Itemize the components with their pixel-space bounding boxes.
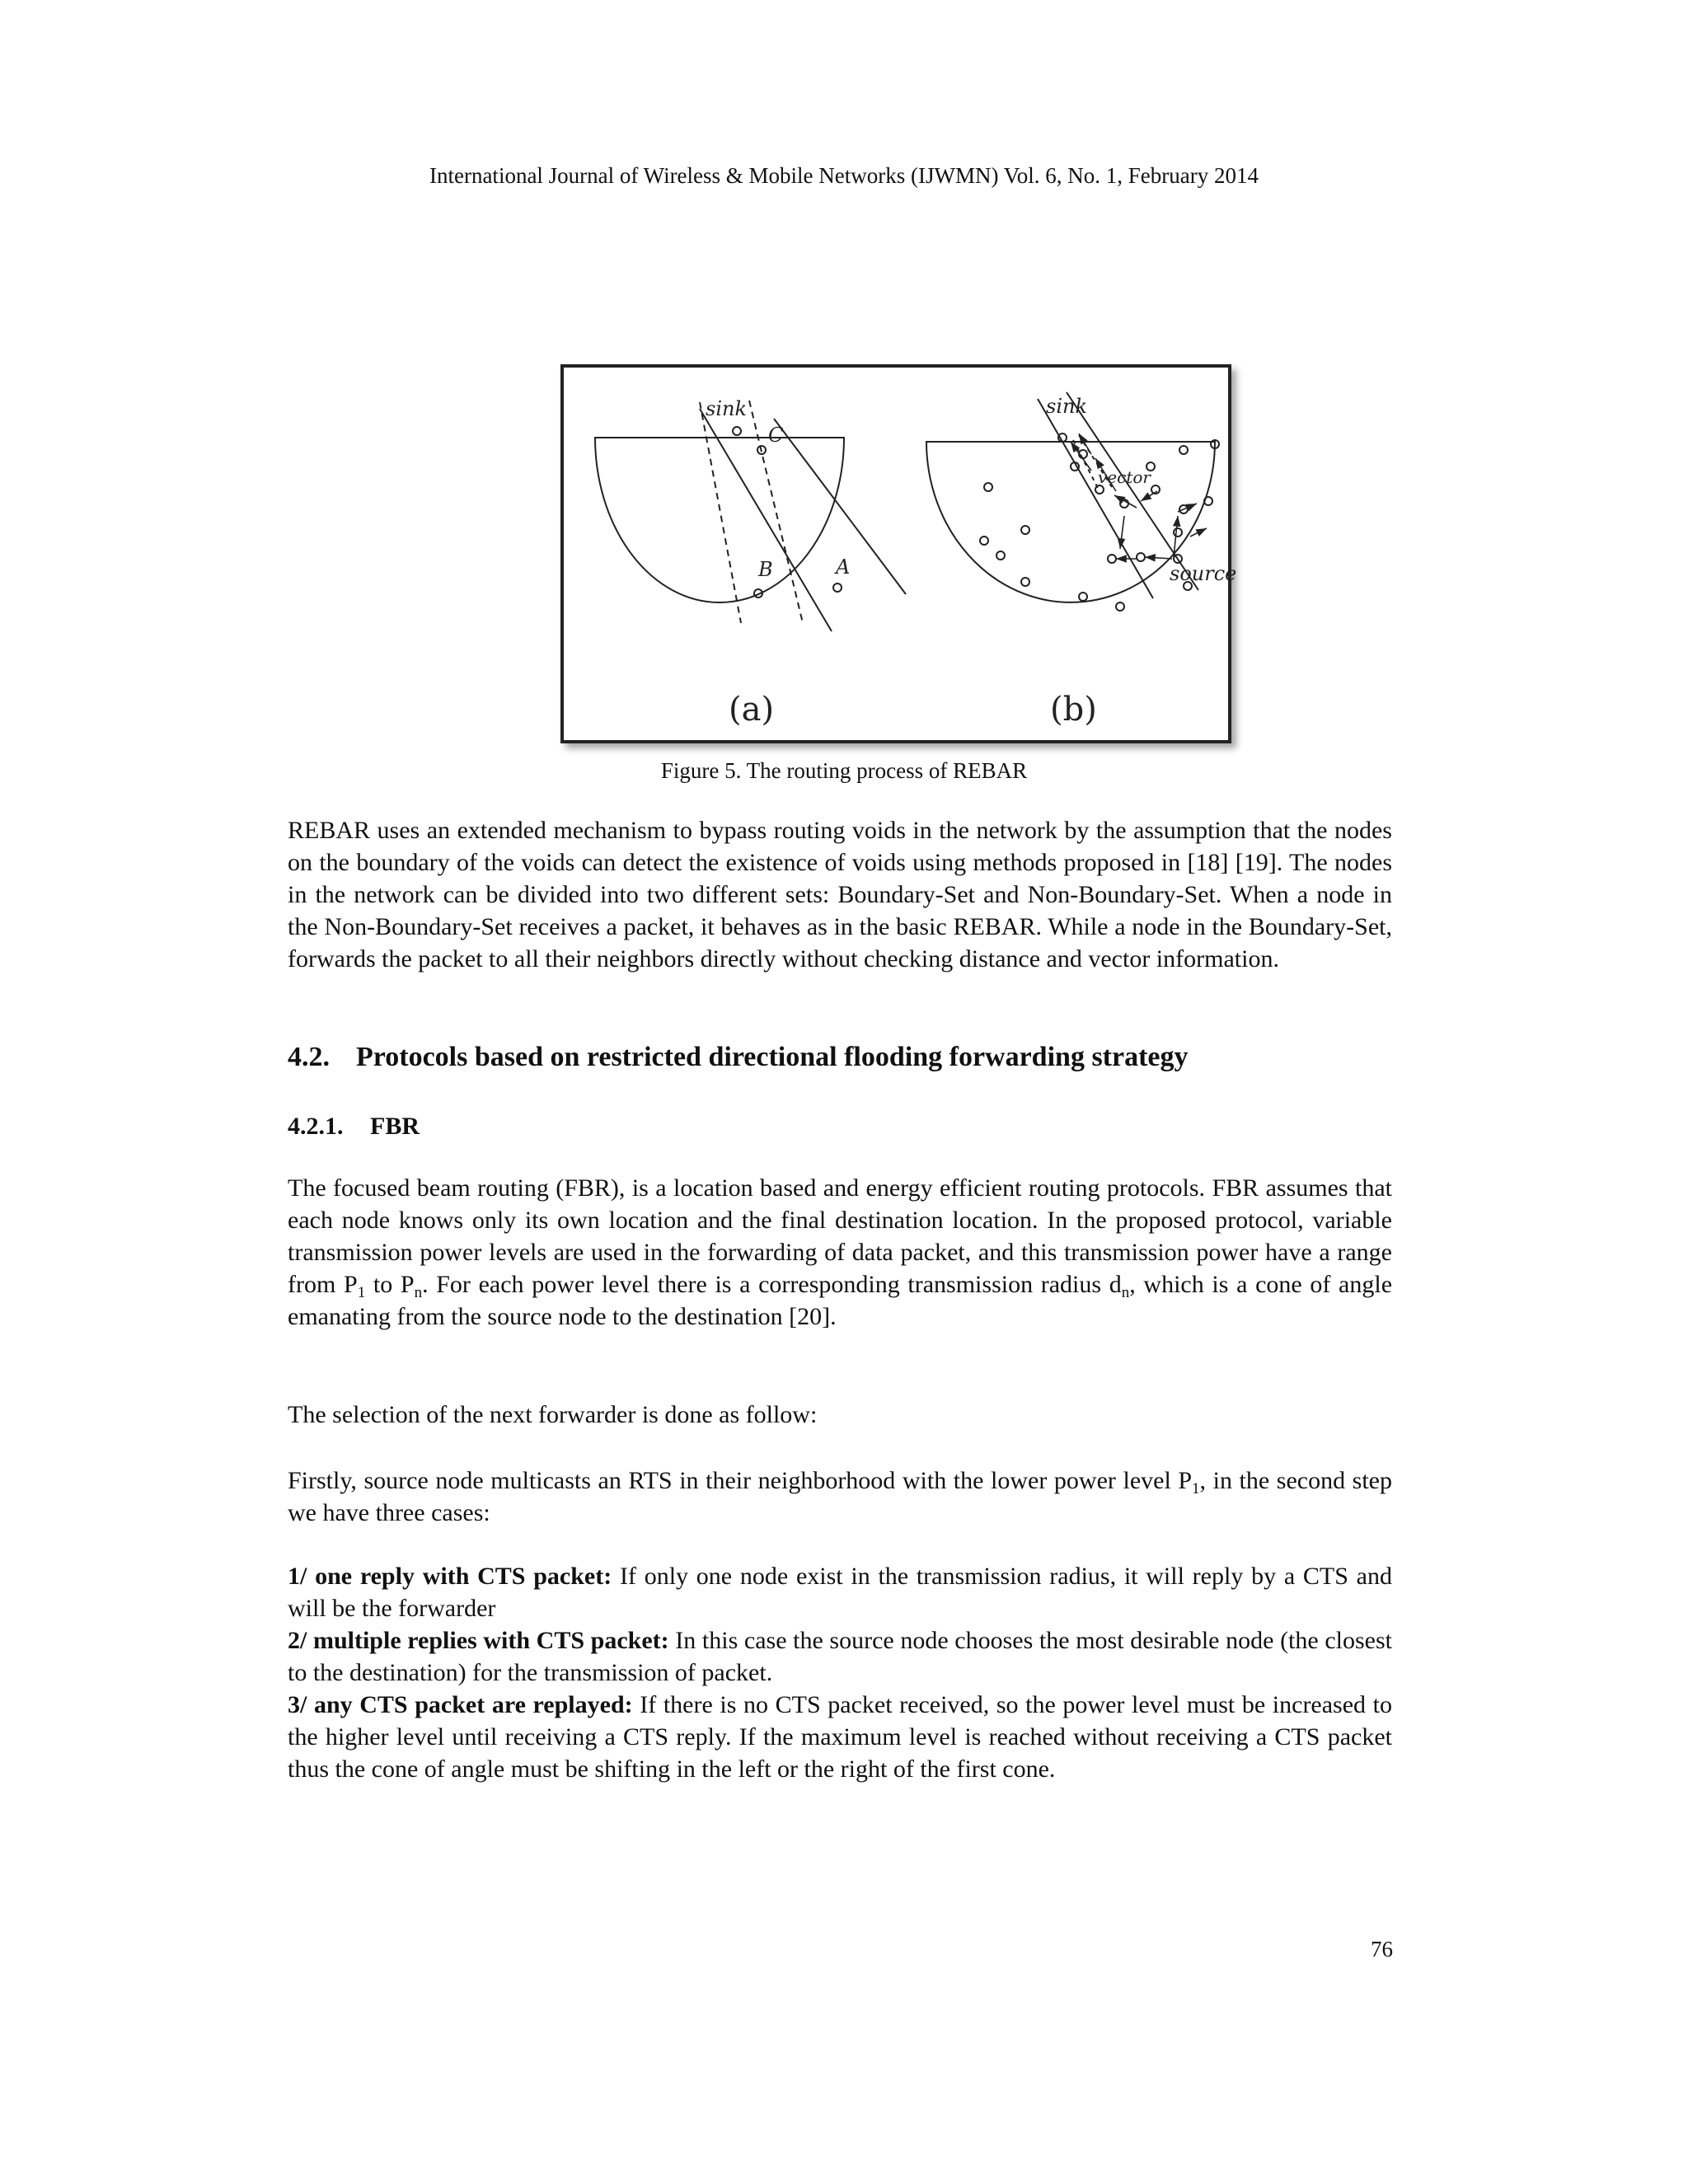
journal-header: International Journal of Wireless & Mobile Networks (IJWMN) Vol. 6, No. 1, February 2014 — [429, 163, 1259, 188]
panel-a-line-1 — [700, 409, 832, 631]
section-number: 4.2. — [288, 1042, 330, 1072]
sink-label-b: sink — [1046, 395, 1087, 418]
section-title: Protocols based on restricted directional flooding forwarding strategy — [356, 1042, 1189, 1072]
subsection-heading — [288, 1113, 420, 1141]
node-a — [833, 583, 842, 592]
paragraph-fbr — [288, 1172, 1392, 1333]
page-number: 76 — [1371, 1937, 1393, 1961]
b-label: B — [758, 558, 773, 581]
subsection-number: 4.2.1. — [288, 1113, 344, 1140]
section-heading — [288, 1042, 1189, 1073]
case-1-text: If only one node exist in the transmission radius, it will reply by a CTS and will be the forwarder — [288, 1563, 1392, 1622]
case-2 — [288, 1627, 1392, 1686]
case-1-label: 1/ one reply with CTS packet: — [288, 1563, 612, 1590]
fbr-sub-1: 1 — [357, 1284, 366, 1301]
firstly-text-2: , in the second step we have three cases: — [288, 1467, 1392, 1526]
case-3-label: 3/ any CTS packet are replayed: — [288, 1691, 633, 1718]
panel-b-line-1 — [1038, 399, 1153, 598]
source-label: source — [1170, 562, 1237, 585]
panel-a-tag: (a) — [729, 691, 775, 729]
firstly-sub: 1 — [1192, 1480, 1200, 1497]
figure-caption: Figure 5. The routing process of REBAR — [660, 758, 1028, 783]
node-sink-a — [733, 427, 741, 435]
paragraph-rebar: REBAR uses an extended mechanism to bypass routing voids in the network by the assumption that the nodes on the boundary of the voids can detect the existence of voids using methods proposed in [18] [19]. The nodes in the network can be divided into two different sets: Boundary-Set and Non-Boundary-Set. When a node in the Non-Boundary-Set receives a packet, it behaves as in the basic REBAR. While a node in the Boundary-Set, forwards the packet to all their neighbors directly without checking distance and vector information. — [288, 817, 1392, 972]
fbr-text-1: The focused beam routing (FBR), is a location based and energy efficient routing protocols. FBR assumes that each node knows only its own location and the final destination location. In the proposed protocol, variable transmission power levels are used in the forwarding of data packet, and this transmission power have a range from P — [288, 1174, 1392, 1298]
panel-a — [595, 401, 906, 631]
case-3-text: If there is no CTS packet received, so the power level must be increased to the higher level until receiving a CTS reply. If the maximum level is reached without receiving a CTS packet thus the cone of angle must be shifting in the left or the right of the first cone. — [288, 1691, 1393, 1783]
c-label: C — [768, 424, 784, 447]
figure-5-diagram — [564, 368, 1237, 740]
panel-b-tag: (b) — [1050, 691, 1097, 729]
fbr-text-2: to P — [365, 1271, 415, 1298]
case-3 — [288, 1691, 1392, 1783]
fbr-text-4: , which is a cone of angle emanating from the source node to the destination [20]. — [288, 1271, 1393, 1330]
case-1 — [288, 1563, 1392, 1622]
fbr-text-3: . For each power level there is a corresponding transmission radius d — [422, 1271, 1122, 1298]
vector-label: vector — [1098, 467, 1151, 487]
firstly-text-1: Firstly, source node multicasts an RTS in their neighborhood with the lower power level P — [288, 1467, 1193, 1494]
case-2-text: In this case the source node chooses the most desirable node (the closest to the destination) for the transmission of packet. — [288, 1627, 1392, 1686]
paragraph-firstly — [288, 1465, 1392, 1529]
sink-label-a: sink — [706, 397, 747, 420]
a-label: A — [836, 555, 851, 579]
paragraph-selection: The selection of the next forwarder is done as follow: — [288, 1401, 818, 1428]
fbr-sub-2: n — [414, 1284, 423, 1301]
panel-b-line-2 — [1067, 392, 1198, 590]
case-list — [288, 1560, 1392, 1785]
figure-5 — [560, 364, 1237, 743]
case-2-label: 2/ multiple replies with CTS packet: — [288, 1627, 669, 1654]
fbr-sub-3: n — [1121, 1284, 1130, 1301]
subsection-title: FBR — [370, 1113, 420, 1140]
